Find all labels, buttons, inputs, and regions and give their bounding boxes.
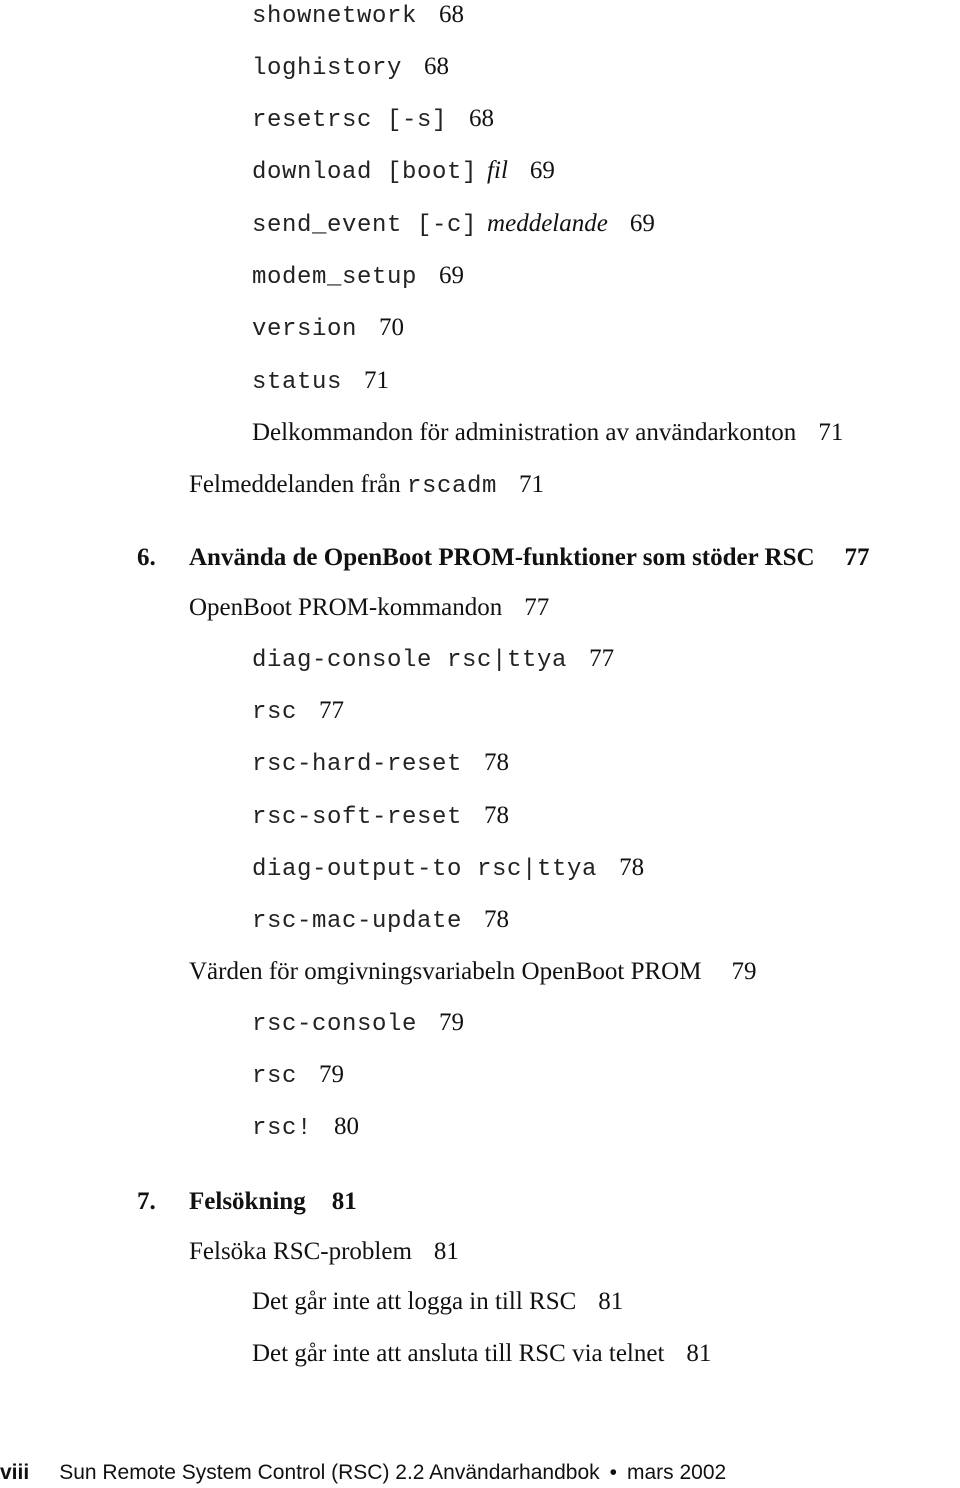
command-text: download [boot] xyxy=(252,159,478,186)
toc-entry[interactable] xyxy=(252,855,644,882)
command-text: rsc-console xyxy=(252,1011,418,1038)
toc-entry[interactable] xyxy=(252,803,509,830)
command-text: diag-console rsc|ttya xyxy=(252,647,568,674)
toc-section[interactable] xyxy=(189,959,756,984)
command-text: rsc xyxy=(252,1063,298,1090)
toc-entry[interactable] xyxy=(252,2,464,29)
page-number: 71 xyxy=(518,471,544,498)
toc-entry[interactable] xyxy=(252,1062,344,1089)
toc-entry[interactable] xyxy=(252,750,509,777)
page-number: 70 xyxy=(379,314,405,341)
argument-text: meddelande xyxy=(487,210,608,237)
command-text: diag-output-to rsc|ttya xyxy=(252,856,598,883)
page-number: 77 xyxy=(589,645,615,672)
entry-text: Delkommandon för administration av användarkonton xyxy=(252,419,797,446)
page-number: 81 xyxy=(433,1238,459,1265)
command-text: rscadm xyxy=(406,473,497,500)
page-number: 78 xyxy=(484,749,510,776)
command-text: version xyxy=(252,316,358,343)
page-number: 81 xyxy=(598,1288,624,1315)
toc-entry[interactable] xyxy=(252,698,344,725)
chapter-number: 6. xyxy=(137,544,156,571)
command-text: send_event [-c] xyxy=(252,212,478,239)
command-text: rsc! xyxy=(252,1115,313,1142)
toc-entry[interactable] xyxy=(252,263,464,290)
chapter-number: 7. xyxy=(137,1188,156,1215)
page-number: 81 xyxy=(331,1188,357,1215)
page-number: 79 xyxy=(731,958,757,985)
page-number: 77 xyxy=(319,697,345,724)
command-text: shownetwork xyxy=(252,3,418,30)
page-number: 71 xyxy=(364,367,390,394)
footer-bullet: • xyxy=(609,1461,617,1484)
toc-entry[interactable] xyxy=(252,368,389,395)
page-number: 79 xyxy=(439,1009,465,1036)
toc-chapter[interactable] xyxy=(189,545,870,570)
page-number: 71 xyxy=(818,419,844,446)
command-text: rsc-soft-reset xyxy=(252,804,463,831)
toc-entry[interactable] xyxy=(252,1010,464,1037)
page-number: 78 xyxy=(484,802,510,829)
toc-entry[interactable] xyxy=(252,420,843,445)
page-number: 81 xyxy=(686,1340,712,1367)
entry-text: Felmeddelanden från xyxy=(189,471,401,498)
command-text: status xyxy=(252,369,343,396)
entry-text: Felsöka RSC-problem xyxy=(189,1238,412,1265)
toc-chapter[interactable] xyxy=(189,1189,357,1214)
page-number: 80 xyxy=(334,1113,360,1140)
page-number: 69 xyxy=(629,210,655,237)
entry-text: Det går inte att ansluta till RSC via telnet xyxy=(252,1340,665,1367)
entry-text: Det går inte att logga in till RSC xyxy=(252,1288,577,1315)
page-number: 69 xyxy=(529,157,555,184)
page-number: 68 xyxy=(469,105,495,132)
entry-text: OpenBoot PROM-kommandon xyxy=(189,594,503,621)
page-number: 79 xyxy=(319,1061,345,1088)
footer-title: Sun Remote System Control (RSC) 2.2 Användarhandbok xyxy=(59,1461,600,1484)
command-text: modem_setup xyxy=(252,264,418,291)
command-text: resetrsc [-s] xyxy=(252,107,448,134)
toc-entry[interactable] xyxy=(252,211,655,238)
toc-entry[interactable] xyxy=(252,907,509,934)
toc-entry[interactable] xyxy=(252,646,614,673)
page-number: 78 xyxy=(619,854,645,881)
entry-text: Värden för omgivningsvariabeln OpenBoot PROM xyxy=(189,958,702,985)
page-footer xyxy=(0,1462,726,1483)
toc-section[interactable] xyxy=(189,1239,459,1264)
page-number: 78 xyxy=(484,906,510,933)
toc-entry[interactable] xyxy=(252,1289,623,1314)
footer-date: mars 2002 xyxy=(627,1461,727,1484)
toc-entry[interactable] xyxy=(252,1114,359,1141)
chapter-title: Felsökning xyxy=(189,1188,306,1215)
command-text: loghistory xyxy=(252,55,403,82)
command-text: rsc-hard-reset xyxy=(252,751,463,778)
page-number: 77 xyxy=(524,594,550,621)
page-number: 68 xyxy=(439,1,465,28)
toc-entry[interactable] xyxy=(252,158,555,185)
argument-text: fil xyxy=(487,157,508,184)
toc-section[interactable] xyxy=(189,472,544,499)
toc-entry[interactable] xyxy=(252,106,494,133)
footer-page-number: viii xyxy=(0,1461,30,1484)
toc-entry[interactable] xyxy=(252,1341,711,1366)
toc-entry[interactable] xyxy=(252,54,449,81)
command-text: rsc-mac-update xyxy=(252,908,463,935)
command-text: rsc xyxy=(252,699,298,726)
page-number: 69 xyxy=(439,262,465,289)
page-number: 77 xyxy=(844,544,870,571)
toc-entry[interactable] xyxy=(252,315,404,342)
chapter-title: Använda de OpenBoot PROM-funktioner som stöder RSC xyxy=(189,544,815,571)
page-number: 68 xyxy=(424,53,450,80)
toc-section[interactable] xyxy=(189,595,549,620)
